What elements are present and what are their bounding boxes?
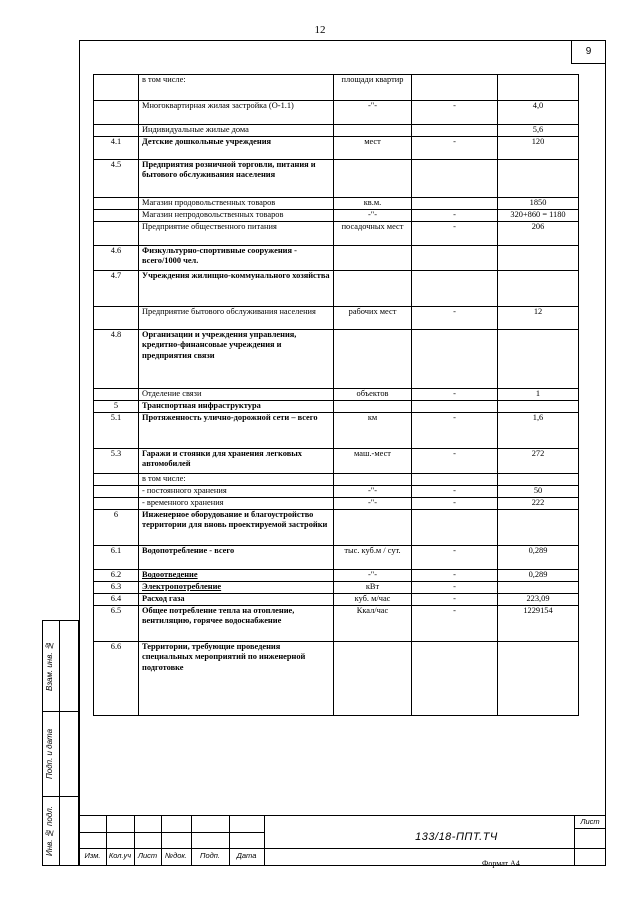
row-name: Общее потребление тепла на отопление, вентиляцию, горячее водоснабжение	[139, 606, 334, 642]
row-unit: -"-	[334, 570, 412, 582]
row-unit: рабочих мест	[334, 307, 412, 330]
row-value-b	[498, 582, 579, 594]
table-row	[94, 546, 579, 570]
row-unit: км	[334, 413, 412, 449]
row-unit	[334, 271, 412, 307]
row-number	[94, 198, 139, 210]
table-row	[94, 449, 579, 474]
row-number	[94, 474, 139, 486]
row-number	[94, 210, 139, 222]
row-name: Электропотребление	[139, 582, 334, 594]
row-name: в том числе:	[139, 75, 334, 101]
table-row	[94, 160, 579, 198]
row-value-b: 0,289	[498, 570, 579, 582]
row-unit: площади квартир	[334, 75, 412, 101]
spec-table	[93, 74, 579, 716]
row-number	[94, 389, 139, 401]
row-value-a: -	[412, 606, 498, 642]
sign-date-label: Подп. и дата	[45, 728, 54, 780]
row-value-a	[412, 510, 498, 546]
format-label: Формат А4	[482, 859, 520, 868]
row-value-b: 50	[498, 486, 579, 498]
col-podp: Подп.	[200, 851, 220, 860]
row-value-b: 5,6	[498, 125, 579, 137]
col-kol-uch: Кол.уч	[108, 851, 132, 860]
row-value-b: 1850	[498, 198, 579, 210]
row-unit: мест	[334, 137, 412, 160]
row-value-b: 223,09	[498, 594, 579, 606]
col-ndok: №док.	[164, 851, 188, 860]
col-izm: Изм.	[84, 851, 101, 860]
row-name: - постоянного хранения	[139, 486, 334, 498]
page-number: 12	[314, 24, 326, 36]
table-row	[94, 125, 579, 137]
row-value-a: -	[412, 389, 498, 401]
row-number: 6	[94, 510, 139, 546]
row-value-a: -	[412, 594, 498, 606]
table-row	[94, 198, 579, 210]
row-value-a	[412, 330, 498, 389]
row-name: Отделение связи	[139, 389, 334, 401]
table-row	[94, 137, 579, 160]
row-name: Транспортная инфраструктура	[139, 401, 334, 413]
row-name: Учреждения жилищно-коммунального хозяйства	[139, 271, 334, 307]
row-number: 6.2	[94, 570, 139, 582]
row-unit: -"-	[334, 210, 412, 222]
side-stamp-row-line	[43, 796, 78, 797]
row-number	[94, 498, 139, 510]
row-name: Предприятия розничной торговли, питания и бытового обслуживания населения	[139, 160, 334, 198]
row-unit: куб. м/час	[334, 594, 412, 606]
table-row	[94, 510, 579, 546]
row-value-b: 1229154	[498, 606, 579, 642]
row-name: Протяженность улично-дорожной сети – всего	[139, 413, 334, 449]
row-value-a: -	[412, 570, 498, 582]
row-value-a: -	[412, 413, 498, 449]
row-name: Расход газа	[139, 594, 334, 606]
row-value-b: 1,6	[498, 413, 579, 449]
row-value-a	[412, 401, 498, 413]
table-row	[94, 75, 579, 101]
row-value-a	[412, 75, 498, 101]
row-unit: объектов	[334, 389, 412, 401]
sheet-label: Лист	[580, 817, 600, 826]
row-value-a	[412, 160, 498, 198]
row-value-a: -	[412, 582, 498, 594]
inv-orig-label: Инв. № подл.	[45, 806, 54, 856]
row-name: Водопотребление - всего	[139, 546, 334, 570]
row-value-b: 0,289	[498, 546, 579, 570]
row-value-b: 12	[498, 307, 579, 330]
row-value-a	[412, 246, 498, 271]
table-row	[94, 474, 579, 486]
row-value-b: 206	[498, 222, 579, 246]
row-unit	[334, 246, 412, 271]
table-row	[94, 642, 579, 716]
row-number: 4.1	[94, 137, 139, 160]
row-unit: -"-	[334, 101, 412, 125]
row-name: Детские дошкольные учреждения	[139, 137, 334, 160]
row-number	[94, 307, 139, 330]
row-number: 4.6	[94, 246, 139, 271]
side-stamp-row-line	[43, 711, 78, 712]
row-value-a	[412, 198, 498, 210]
row-name: Физкультурно-спортивные сооружения - всего/1000 чел.	[139, 246, 334, 271]
row-value-a: -	[412, 498, 498, 510]
table-row	[94, 307, 579, 330]
row-unit: посадочных мест	[334, 222, 412, 246]
row-name: Магазин непродовольственных товаров	[139, 210, 334, 222]
row-unit: -"-	[334, 486, 412, 498]
row-unit	[334, 510, 412, 546]
row-value-a: -	[412, 137, 498, 160]
row-number: 6.5	[94, 606, 139, 642]
row-value-a: -	[412, 222, 498, 246]
col-list: Лист	[137, 851, 158, 860]
row-value-b: 4,0	[498, 101, 579, 125]
row-unit	[334, 125, 412, 137]
col-data: Дата	[236, 851, 257, 860]
row-name: Инженерное оборудование и благоустройство территории для вновь проектируемой застройки	[139, 510, 334, 546]
row-number: 5.3	[94, 449, 139, 474]
spec-table-body	[94, 75, 579, 716]
title-block	[79, 815, 606, 866]
row-unit: кв.м.	[334, 198, 412, 210]
row-value-b	[498, 330, 579, 389]
row-value-b	[498, 510, 579, 546]
row-name: Организации и учреждения управления, кредитно-финансовые учреждения и предприятия связи	[139, 330, 334, 389]
table-row	[94, 401, 579, 413]
row-value-a: -	[412, 546, 498, 570]
row-number	[94, 75, 139, 101]
row-value-b	[498, 160, 579, 198]
row-value-a	[412, 642, 498, 716]
row-unit	[334, 642, 412, 716]
row-number: 6.3	[94, 582, 139, 594]
row-number: 4.7	[94, 271, 139, 307]
row-unit: тыс. куб.м / сут.	[334, 546, 412, 570]
row-value-b	[498, 271, 579, 307]
row-value-a: -	[412, 210, 498, 222]
table-row	[94, 330, 579, 389]
row-value-b: 222	[498, 498, 579, 510]
row-value-b	[498, 642, 579, 716]
row-unit	[334, 401, 412, 413]
table-row	[94, 606, 579, 642]
row-value-b: 1	[498, 389, 579, 401]
row-name: Индивидуальные жилые дома	[139, 125, 334, 137]
row-name: в том числе:	[139, 474, 334, 486]
vzam-inv-label: Взам. инв. №	[45, 641, 54, 691]
row-value-a: -	[412, 449, 498, 474]
row-value-b	[498, 401, 579, 413]
table-row	[94, 498, 579, 510]
table-row	[94, 594, 579, 606]
row-name: Территории, требующие проведения специальных мероприятий по инженерной подготовке	[139, 642, 334, 716]
row-name: Предприятие общественного питания	[139, 222, 334, 246]
row-number: 5.1	[94, 413, 139, 449]
row-value-a	[412, 125, 498, 137]
row-unit: маш.-мест	[334, 449, 412, 474]
row-name: Магазин продовольственных товаров	[139, 198, 334, 210]
document-code: 133/18-ППТ.ТЧ	[415, 831, 498, 843]
row-number: 4.5	[94, 160, 139, 198]
row-number: 5	[94, 401, 139, 413]
row-name: Многоквартирная жилая застройка (О-1.1)	[139, 101, 334, 125]
table-row	[94, 246, 579, 271]
row-name: Водоотведение	[139, 570, 334, 582]
row-unit	[334, 330, 412, 389]
row-value-a: -	[412, 101, 498, 125]
table-row	[94, 101, 579, 125]
row-unit	[334, 474, 412, 486]
row-unit: кВт	[334, 582, 412, 594]
table-row	[94, 413, 579, 449]
row-number	[94, 486, 139, 498]
table-row	[94, 271, 579, 307]
row-number	[94, 222, 139, 246]
row-number: 4.8	[94, 330, 139, 389]
table-row	[94, 389, 579, 401]
row-name: Предприятие бытового обслуживания населения	[139, 307, 334, 330]
row-number: 6.6	[94, 642, 139, 716]
row-unit	[334, 160, 412, 198]
row-number	[94, 125, 139, 137]
table-row	[94, 222, 579, 246]
row-value-b	[498, 246, 579, 271]
row-name: Гаражи и стоянки для хранения легковых автомобилей	[139, 449, 334, 474]
row-number: 6.4	[94, 594, 139, 606]
row-value-b	[498, 474, 579, 486]
row-value-b: 120	[498, 137, 579, 160]
row-number: 6.1	[94, 546, 139, 570]
sheet-number-box: 9	[571, 40, 606, 64]
row-value-b	[498, 75, 579, 101]
row-value-b: 272	[498, 449, 579, 474]
row-number	[94, 101, 139, 125]
row-unit: Ккал/час	[334, 606, 412, 642]
side-stamp-divider	[59, 621, 60, 865]
row-unit: -"-	[334, 498, 412, 510]
table-row	[94, 210, 579, 222]
row-value-a	[412, 474, 498, 486]
row-value-a	[412, 271, 498, 307]
side-stamp	[42, 620, 79, 866]
table-row	[94, 582, 579, 594]
row-value-a: -	[412, 307, 498, 330]
row-value-a: -	[412, 486, 498, 498]
row-value-b: 320+860 = 1180	[498, 210, 579, 222]
table-row	[94, 570, 579, 582]
row-name: - временного хранения	[139, 498, 334, 510]
table-row	[94, 486, 579, 498]
